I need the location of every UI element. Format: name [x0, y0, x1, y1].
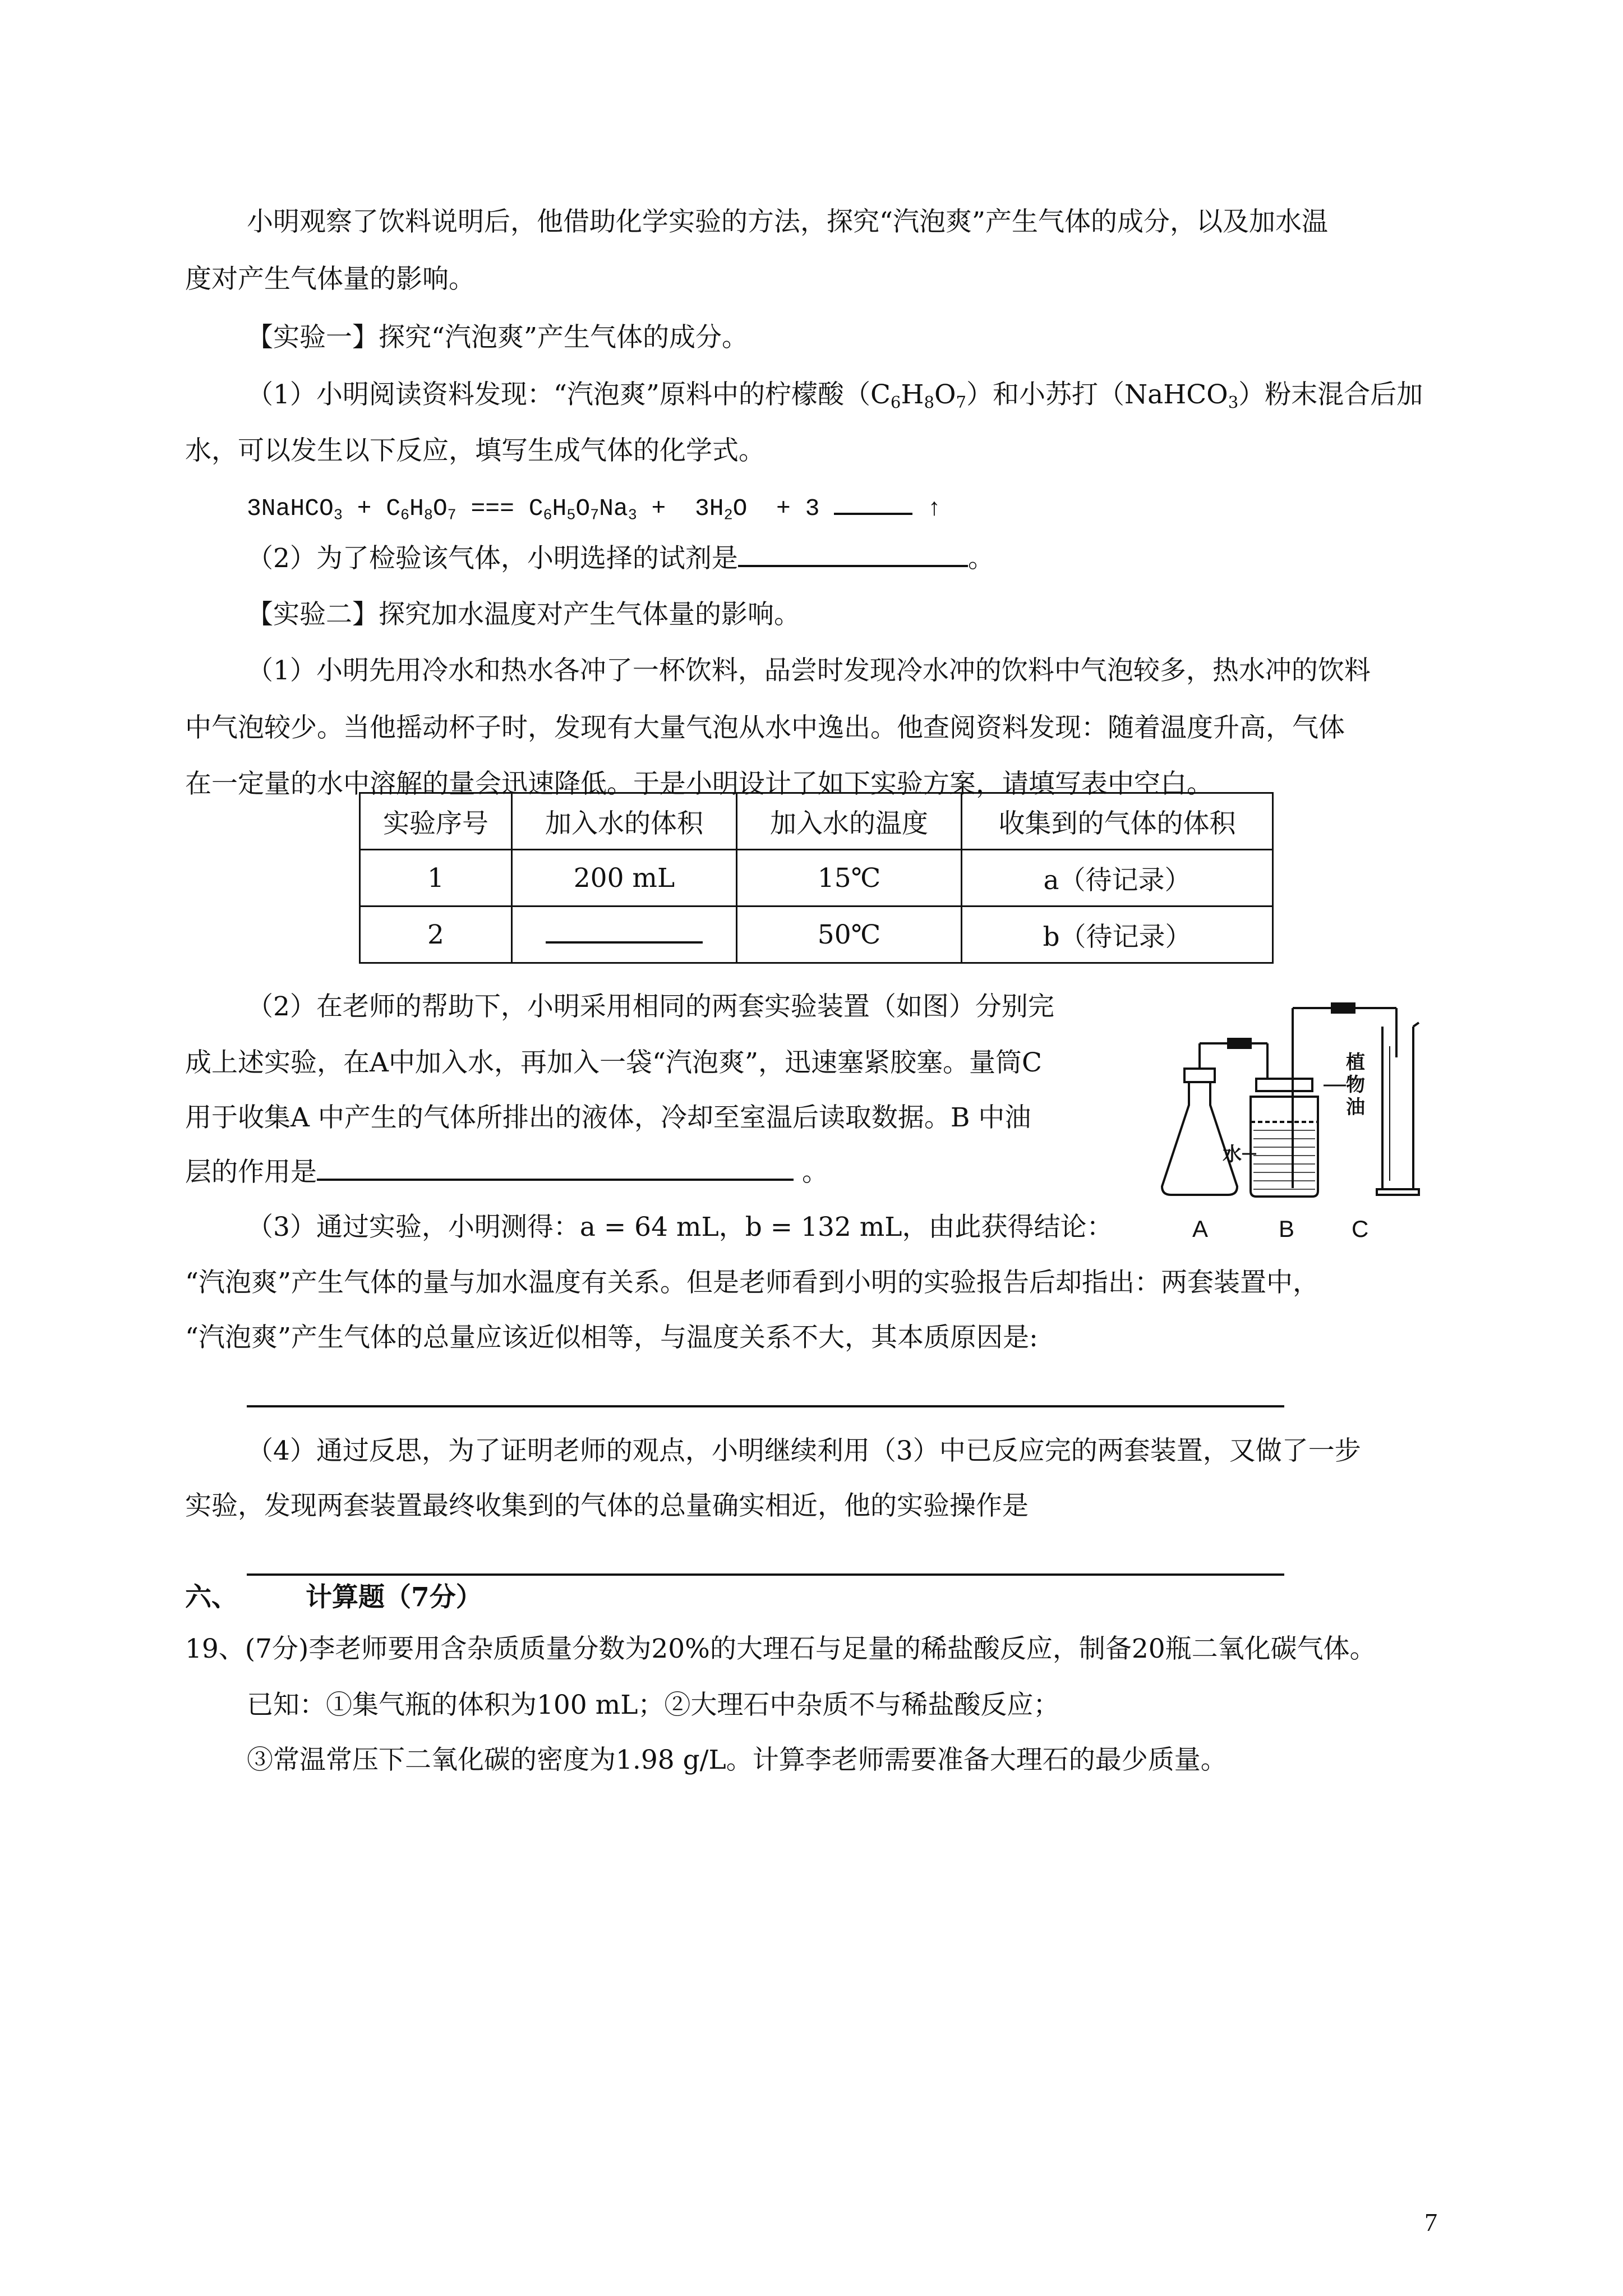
- section-6-number: 六、: [185, 1582, 238, 1613]
- exp2-q3-line-2: “汽泡爽”产生气体的量与加水温度有关系。但是老师看到小明的实验报告后却指出：两套装置中，: [185, 1267, 1320, 1298]
- table-cell: 200 mL: [512, 850, 737, 907]
- exp2-q1-line-3: 在一定量的水中溶解的量会迅速降低。于是小明设计了如下实验方案，请填写表中空白。: [185, 769, 1213, 799]
- reaction-equation: 3NaHCO$_3$ + $C_6H_8O_7$ === $C_6H_5O_7Na_3 + 3H_2O + 3$ ↑: [247, 490, 942, 526]
- label-b: B: [1279, 1216, 1295, 1242]
- table-row: [360, 850, 1273, 907]
- table-header: 加入水的温度: [737, 793, 962, 850]
- bottle-b: [1251, 1097, 1318, 1197]
- page-number: 7: [1424, 2208, 1437, 2237]
- rubber-joint-1: [1228, 1039, 1251, 1048]
- label-c: C: [1352, 1216, 1369, 1242]
- table-cell: 2: [360, 907, 512, 963]
- cylinder-c-base: [1377, 1189, 1419, 1195]
- table-row: [360, 907, 1273, 963]
- oil-label-char: 植: [1346, 1052, 1365, 1073]
- exp1-q1-line-2: 水，可以发生以下反应，填写生成气体的化学式。: [185, 435, 765, 466]
- experiment-table: [359, 792, 1274, 964]
- label-a: A: [1192, 1216, 1209, 1242]
- intro-line-2: 度对产生气体量的影响。: [185, 264, 475, 295]
- exp2-q3-line-3: “汽泡爽”产生气体的总量应该近似相等，与温度关系不大，其本质原因是:: [185, 1322, 1038, 1353]
- table-cell: a（待记录）: [962, 850, 1273, 907]
- table-header: 加入水的体积: [512, 793, 737, 850]
- exp2-heading: 【实验二】探究加水温度对产生气体量的影响。: [247, 599, 800, 630]
- exp2-q1-line-2: 中气泡较少。当他摇动杯子时，发现有大量气泡从水中逸出。他查阅资料发现：随着温度升高，气体: [185, 712, 1345, 743]
- oil-label-char: 油: [1346, 1097, 1365, 1118]
- exp2-q2-line-1: （2）在老师的帮助下，小明采用相同的两套实验装置（如图）分别完: [247, 991, 1054, 1022]
- oil-layer-purpose-blank[interactable]: [317, 1156, 794, 1181]
- reason-answer-line[interactable]: [247, 1405, 1284, 1407]
- exp2-q4-line-1: （4）通过反思，为了证明老师的观点，小明继续利用（3）中已反应完的两套装置，又做了一步: [247, 1435, 1361, 1466]
- apparatus-figure: [1155, 1001, 1436, 1248]
- q19-line-2: 已知：①集气瓶的体积为100 mL；②大理石中杂质不与稀盐酸反应；: [247, 1690, 1060, 1720]
- exp1-q1-line-1: （1）小明阅读资料发现：“汽泡爽”原料中的柠檬酸$(C_6H_8O_7)$和小苏打（NaHCO$_3$）粉末混合后加: [247, 379, 1423, 412]
- flask-a: [1162, 1080, 1237, 1195]
- intro-line-1: 小明观察了饮料说明后，他借助化学实验的方法，探究“汽泡爽”产生气体的成分，以及加水温: [247, 206, 1329, 237]
- water-hatching: [1253, 1130, 1315, 1189]
- exp2-q2-line-2: 成上述实验，在A中加入水，再加入一袋“汽泡爽”，迅速塞紧胶塞。量筒C: [185, 1047, 1042, 1078]
- q19-line-3: ③常温常压下二氧化碳的密度为1.98 g/L。计算李老师需要准备大理石的最少质量。: [247, 1745, 1227, 1775]
- exp1-heading: 【实验一】探究“汽泡爽”产生气体的成分。: [247, 322, 749, 353]
- exp2-q4-line-2: 实验，发现两套装置最终收集到的气体的总量确实相近，他的实验操作是: [185, 1490, 1029, 1521]
- table-cell: 1: [360, 850, 512, 907]
- bottle-b-stopper: [1256, 1079, 1312, 1091]
- table-header-row: [360, 793, 1273, 850]
- exp2-q2-line-3: 用于收集A 中产生的气体所排出的液体，冷却至室温后读取数据。B 中油: [185, 1102, 1031, 1133]
- water-volume-blank-cell[interactable]: [512, 907, 737, 963]
- gas-up-arrow-icon: ↑: [927, 495, 942, 522]
- oil-label-char: 物: [1346, 1074, 1365, 1096]
- section-6-title: 计算题（7分）: [306, 1582, 482, 1613]
- table-header: 实验序号: [360, 793, 512, 850]
- table-cell: 15℃: [737, 850, 962, 907]
- water-label: 水: [1223, 1144, 1242, 1165]
- exp2-q1-line-1: （1）小明先用冷水和热水各冲了一杯饮料，品尝时发现冷水冲的饮料中气泡较多，热水冲的饮料: [247, 655, 1371, 686]
- cylinder-c: [1382, 1027, 1413, 1189]
- exp1-q2: （2）为了检验该气体，小明选择的试剂是 。: [247, 543, 994, 574]
- exp2-q3-line-1: （3）通过实验，小明测得：a = 64 mL，b = 132 mL，由此获得结论：: [247, 1212, 1113, 1243]
- gas-formula-blank[interactable]: [834, 490, 912, 515]
- rubber-joint-2: [1332, 1004, 1354, 1013]
- reagent-blank[interactable]: [738, 542, 968, 567]
- water-volume-blank[interactable]: [546, 919, 703, 944]
- operation-answer-line[interactable]: [247, 1573, 1284, 1576]
- table-header: 收集到的气体的体积: [962, 793, 1273, 850]
- table-cell: 50℃: [737, 907, 962, 963]
- table-cell: b（待记录）: [962, 907, 1273, 963]
- exp2-q2-line-4: 层的作用是 。: [185, 1157, 828, 1188]
- q19-line-1: 19、(7分)李老师要用含杂质质量分数为20%的大理石与足量的稀盐酸反应，制备20瓶二氧化碳气体。: [185, 1634, 1376, 1664]
- flask-a-stopper: [1184, 1069, 1215, 1082]
- cylinder-c-spout: [1413, 1023, 1419, 1027]
